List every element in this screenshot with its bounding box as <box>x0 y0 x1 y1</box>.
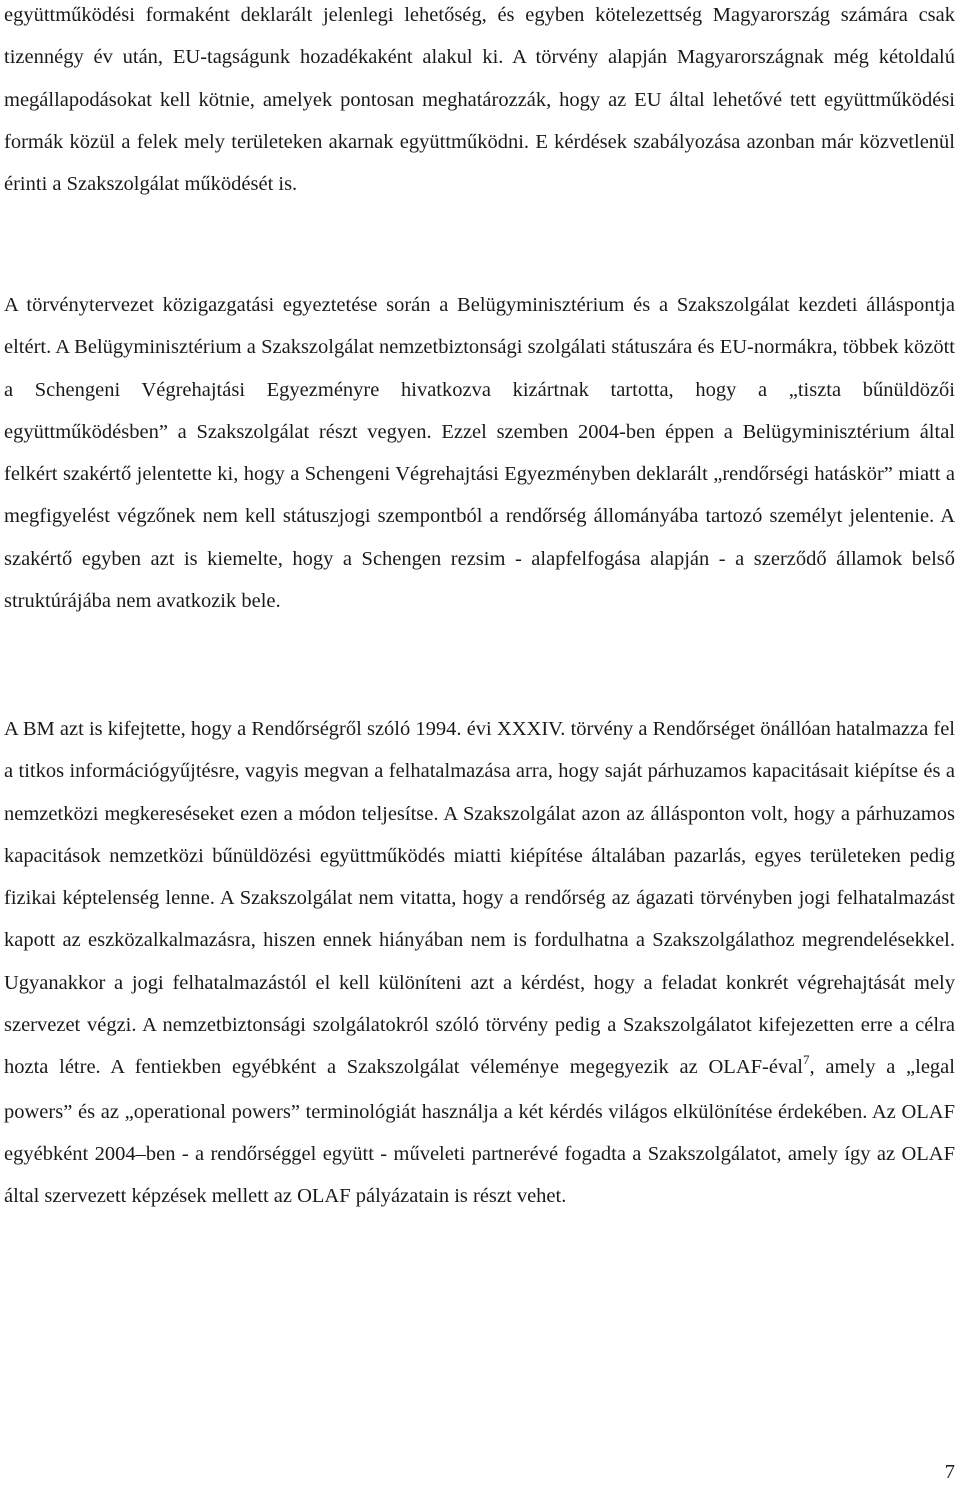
paragraph-2-text: A törvénytervezet közigazgatási egyeztetése során a Belügyminisztérium és a Szakszolgálat kezdeti álláspontja eltért. A Belügyminisztérium a Szakszolgálat nemzetbiztonsági szolgálati státuszára és EU-normákra, többek között a Schengeni Végrehajtási Egyezményre hivatkozva kizártnak tartotta, hogy a „tiszta bűnüldözői együttműködésben” a Szakszolgálat részt vegyen. Ezzel szemben 2004-ben éppen a Belügyminisztérium által felkért szakértő jelentette ki, hogy a Schengeni Végrehajtási Egyezményben deklarált „rendőrségi hatáskör” miatt a megfigyelést végzőnek nem kell státuszjogi szempontból a rendőrség állományába tartozó személyt jelentenie. A szakértő egyben azt is kiemelte, hogy a Schengen rezsim - alapfelfogása alapján - a szerződő államok belső struktúrájába nem avatkozik bele. <box>4 294 955 613</box>
paragraph-3-text <box>4 708 955 1218</box>
paragraph-3-text-before-note: A BM azt is kifejtette, hogy a Rendőrségről szóló 1994. évi XXXIV. törvény a Rendőrséget önállóan hatalmazza fel a titkos információgyűjtésre, vagyis megvan a felhatalmazása arra, hogy saját párhuzamos kapacitásait kiépítse és a nemzetközi megkereséseket ezen a módon teljesítse. A Szakszolgálat azon az állásponton volt, hogy a párhuzamos kapacitások nemzetközi bűnüldözési együttműködés miatti kiépítése általában pazarlás, egyes területeken pedig fizikai képtelenség lenne. A Szakszolgálat nem vitatta, hogy a rendőrség az ágazati törvényben jogi felhatalmazást kapott az eszközalkalmazásra, hiszen ennek hiányában nem is fordulhatna a Szakszolgálathoz megrendelésekkel. Ugyanakkor a jogi felhatalmazástól el kell különíteni azt a kérdést, hogy a feladat konkrét végrehajtását mely szervezet végzi. A nemzetbiztonsági szolgálatokról szóló törvény pedig a Szakszolgálatot kifejezetten erre a célra hozta létre. A fentiekben egyébként a Szakszolgálat véleménye megegyezik az OLAF-éval <box>4 718 955 1079</box>
paragraph-1-text: együttműködési formaként deklarált jelenlegi lehetőség, és egyben kötelezettség Magyarország számára csak tizennégy év után, EU-tagságunk hozadékaként alakul ki. A törvény alapján Magyarországnak még kétoldalú megállapodásokat kell kötnie, amelyek pontosan meghatározzák, hogy az EU által lehetővé tett együttműködési formák közül a felek mely területeken akarnak együttműködni. E kérdések szabályozása azonban már közvetlenül érinti a Szakszolgálat működését is. <box>4 4 955 196</box>
paragraph-2 <box>4 284 955 622</box>
paragraph-1 <box>4 0 955 205</box>
footnote-reference: 7 <box>803 1052 810 1068</box>
paragraph-3 <box>4 708 955 1218</box>
paragraph-3-text-after-note: , amely a „legal powers” és az „operational powers” terminológiát használja a két kérdés világos elkülönítése érdekében. Az OLAF egyébként 2004–ben - a rendőrséggel együtt - műveleti partnerévé fogadta a Szakszolgálatot, amely így az OLAF által szervezett képzések mellett az OLAF pályázatain is részt vehet. <box>4 1056 955 1208</box>
page-number: 7 <box>944 1461 955 1483</box>
